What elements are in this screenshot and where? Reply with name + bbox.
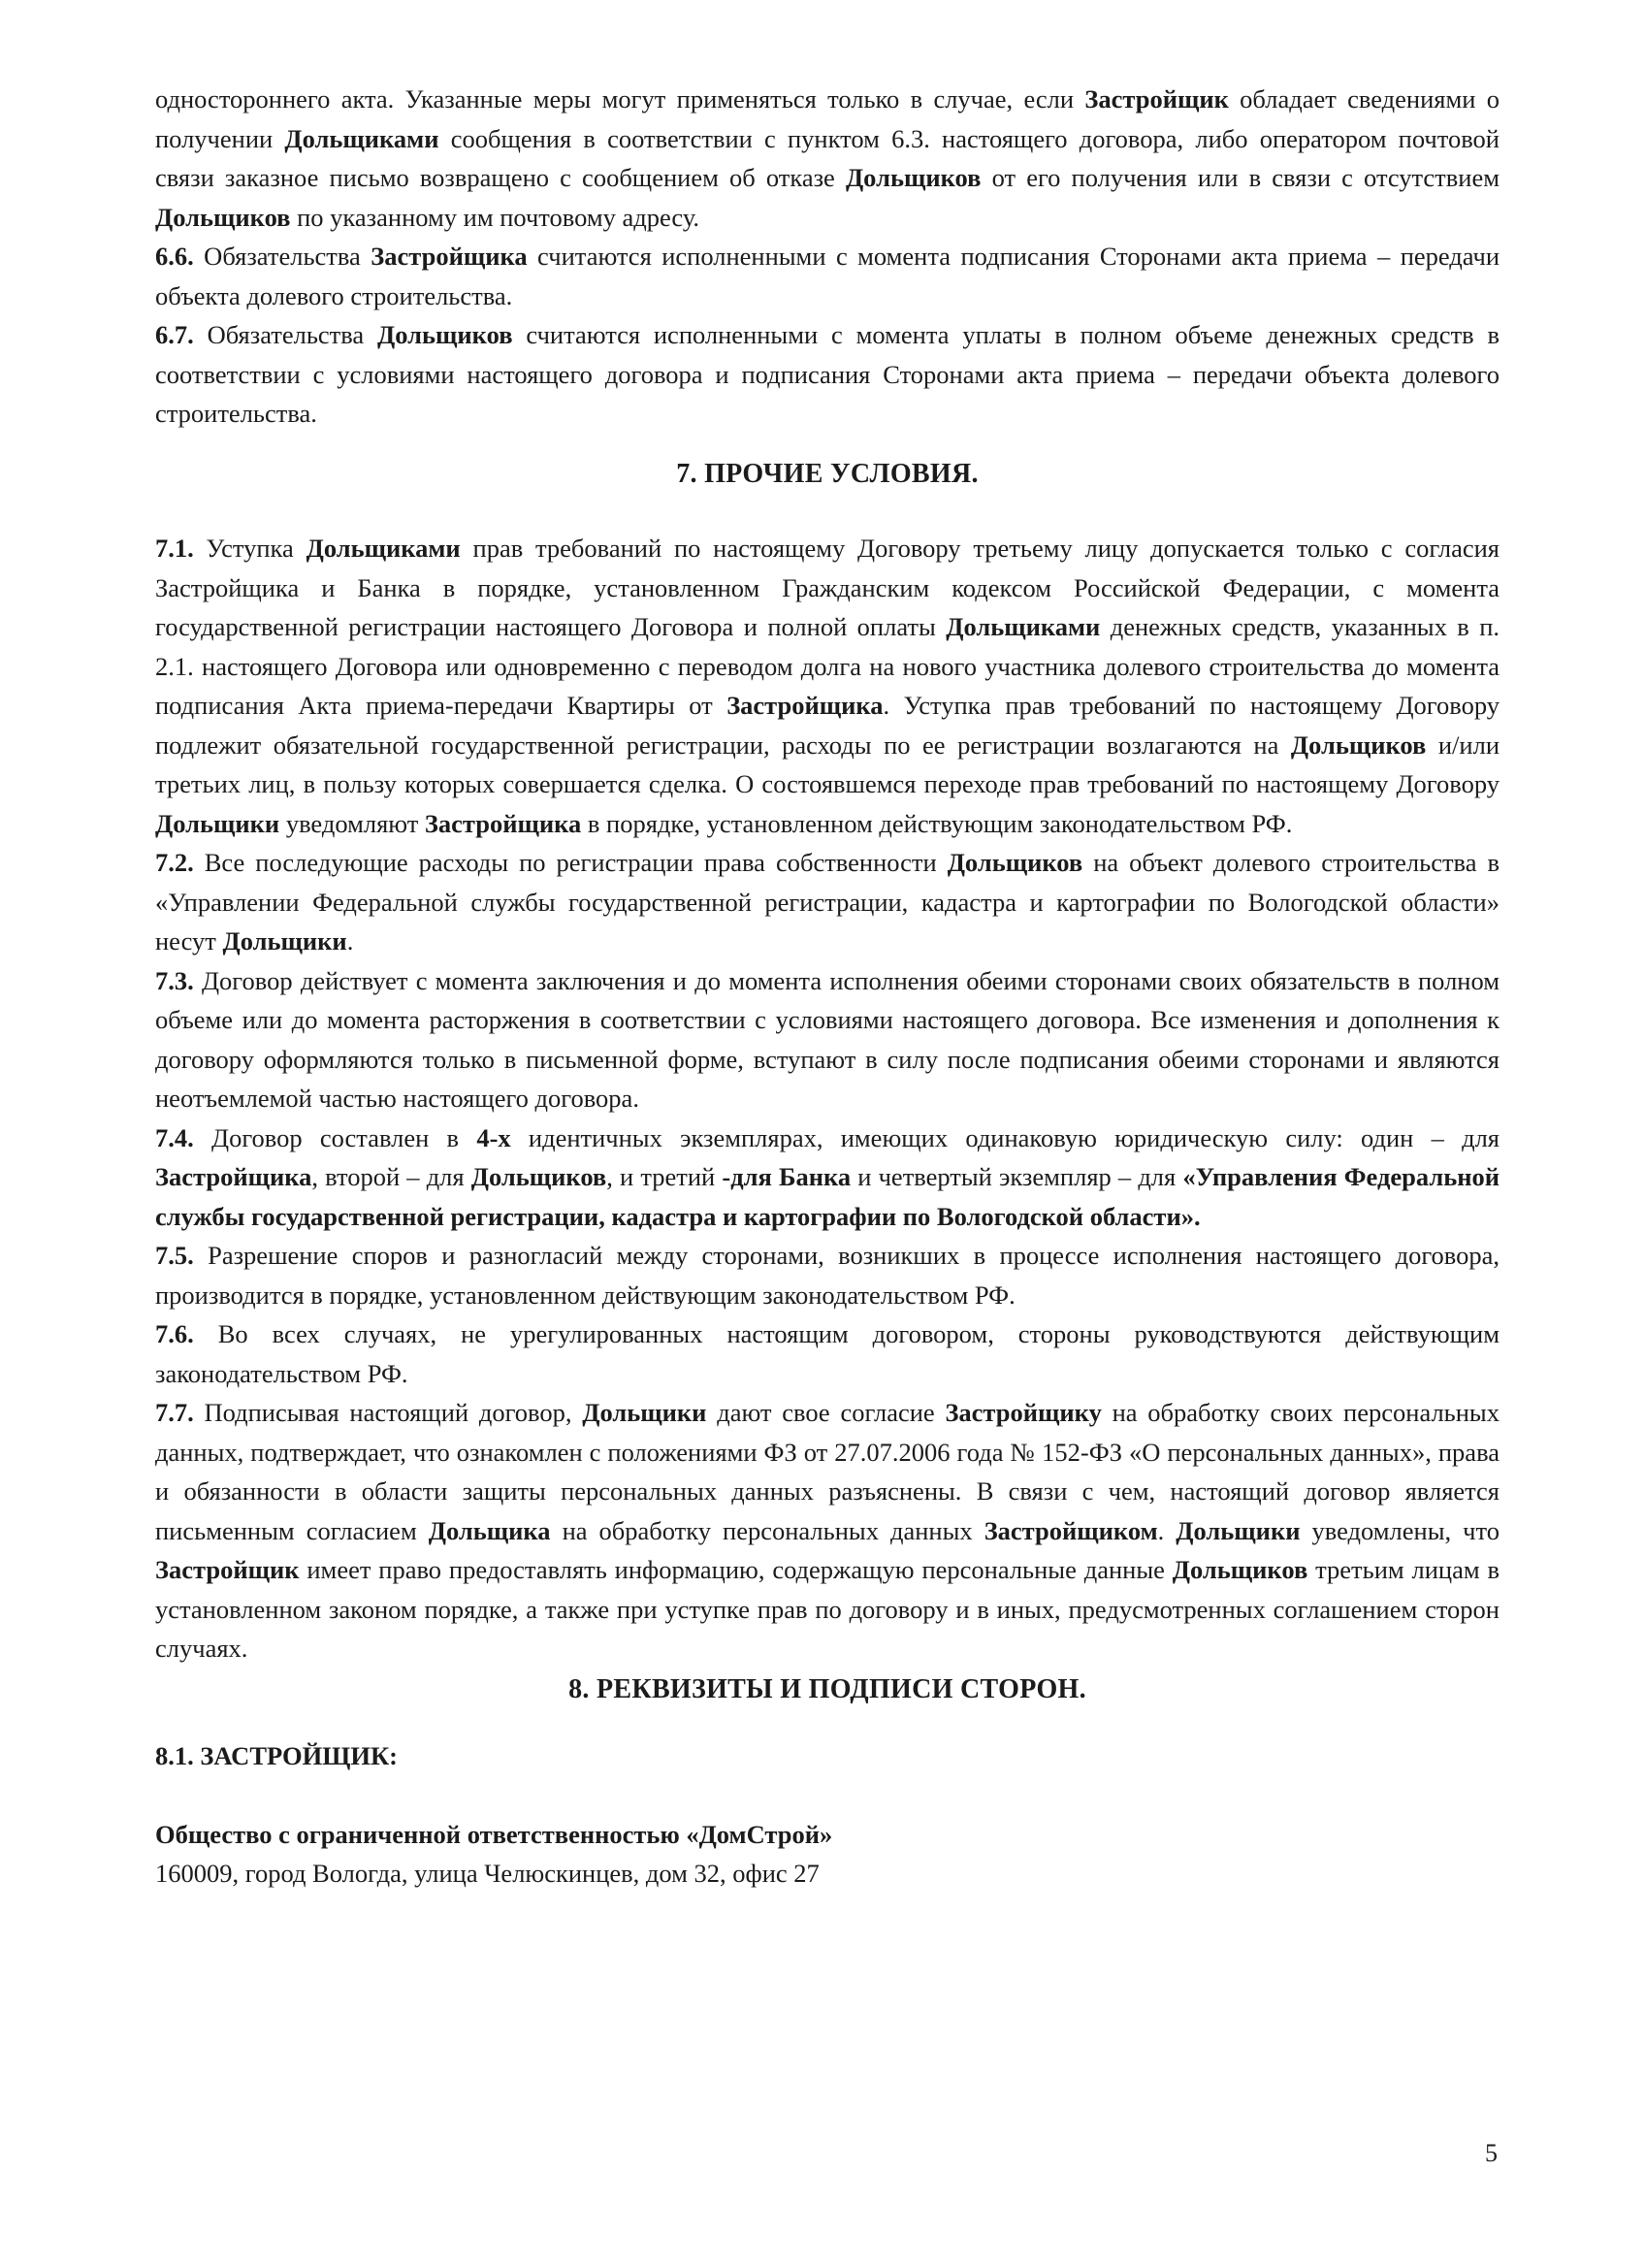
bold-run: Застройщик xyxy=(1084,84,1229,113)
bold-run: Дольщиков xyxy=(155,202,291,232)
text-run: дают свое согласие xyxy=(706,1398,946,1427)
bold-run: «Управления Федеральной службы государственной регистрации, кадастра и картографии по Вологодской области». xyxy=(155,1162,1500,1231)
text-run: уведомлены, что xyxy=(1300,1515,1500,1545)
text-run: Уступка xyxy=(193,534,306,563)
section-7-paragraph xyxy=(155,1236,1500,1314)
text-run: . xyxy=(346,926,354,956)
bold-run: Дольщиков xyxy=(845,163,982,192)
text-run: денежных средств, указанных в п. 2.1. настоящего Договора или одновременно с переводом долга на нового участника долевого строительства до момента подписания Акта приема-передачи Квартиры от xyxy=(155,612,1500,720)
text-run: Все последующие расходы по регистрации права собственности xyxy=(193,848,948,877)
section-7-paragraph xyxy=(155,1314,1500,1393)
bold-run: Дольщиками xyxy=(284,123,439,153)
bold-run: 6.6. xyxy=(155,242,194,271)
bold-run: Дольщиков xyxy=(377,320,513,349)
bold-run: 7.1. xyxy=(155,534,194,563)
bold-run: 7.2. xyxy=(155,848,194,877)
bold-run: Дольщиков xyxy=(947,848,1083,877)
bold-run: Дольщики xyxy=(582,1398,707,1427)
bold-run: 7.6. xyxy=(155,1319,194,1348)
section-6-paragraph xyxy=(155,80,1500,237)
section-6-paragraph xyxy=(155,237,1500,315)
text-run: , и третий xyxy=(606,1162,723,1191)
bold-run: Застройщику xyxy=(945,1398,1102,1427)
text-run: Договор составлен в xyxy=(193,1122,477,1152)
section-7-paragraph xyxy=(155,961,1500,1118)
section-8-heading: 8. РЕКВИЗИТЫ И ПОДПИСИ СТОРОН. xyxy=(568,1673,1086,1704)
bold-run: Застройщика xyxy=(371,242,528,271)
text-run: по указанному им почтовому адресу. xyxy=(290,202,700,232)
bold-run: Дольщиков xyxy=(1172,1555,1308,1584)
text-run: и/или третьих лиц, в пользу которых совершается сделка. О состоявшемся переходе прав требований по настоящему Договору xyxy=(155,729,1500,798)
text-run: Разрешение споров и разногласий между сторонами, возникших в процессе исполнения настоящего договора, производится в порядке, установленном действующим законодательством РФ. xyxy=(155,1241,1500,1310)
bold-run: Дольщиками xyxy=(946,612,1101,641)
bold-run: Застройщика xyxy=(155,1162,312,1191)
bold-run: 7.5. xyxy=(155,1241,194,1270)
bold-run: 7.3. xyxy=(155,965,194,995)
text-run: . Уступка прав требований по настоящему Договору подлежит обязательной государственной регистрации, расходы по ее регистрации возлагаются на xyxy=(155,691,1500,760)
section-7-paragraph xyxy=(155,1393,1500,1669)
section-6-continuation xyxy=(155,80,1500,434)
bold-run: Дольщика xyxy=(428,1515,551,1545)
bold-run: 4-х xyxy=(476,1122,511,1152)
section-7-body xyxy=(155,529,1500,1669)
text-run: на обработку персональных данных xyxy=(550,1515,984,1545)
section-7-paragraph xyxy=(155,529,1500,843)
text-run: Обязательства xyxy=(193,320,378,349)
page-number: 5 xyxy=(1485,2139,1498,2167)
text-run: уведомляют xyxy=(279,808,425,838)
bold-run: Дольщиков xyxy=(1290,729,1427,760)
bold-run: Дольщики xyxy=(222,926,347,956)
text-run: от его получения или в связи с отсутствием xyxy=(981,163,1500,192)
bold-run: Застройщика xyxy=(726,691,884,720)
text-run: считаются исполненными с момента уплаты в полном объеме денежных средств в соответствии с условиями настоящего договора и подписания Сторонами акта приема – передачи объекта долевого строительства. xyxy=(155,320,1500,428)
bold-run: 7.7. xyxy=(155,1398,194,1427)
section-7-paragraph xyxy=(155,843,1500,961)
text-run: Подписывая настоящий договор, xyxy=(193,1398,583,1427)
text-run: одностороннего акта. Указанные меры могут применяться только в случае, если xyxy=(155,84,1085,113)
text-run: на объект долевого строительства в «Управлении Федеральной службы государственной регистрации, кадастра и картографии по Вологодской области» несут xyxy=(155,848,1500,956)
bold-run: Дольщики xyxy=(1176,1515,1301,1545)
text-run: прав требований по настоящему Договору третьему лицу допускается только с согласия Застройщика и Банка в порядке, установленном Гражданским кодексом Российской Федерации, с момента государственной регистрации настоящего Договора и полной оплаты xyxy=(155,534,1500,641)
bold-run: 6.7. xyxy=(155,320,194,349)
text-run: Обязательства xyxy=(193,242,371,271)
text-run: третьим лицам в установленном законом порядке, а также при уступке прав по договору и в иных, предусмотренных соглашением сторон случаях. xyxy=(155,1555,1500,1663)
bold-run: Застройщиком xyxy=(984,1515,1158,1545)
text-run: обладает сведениями о получении xyxy=(155,84,1500,153)
bold-run: Застройщика xyxy=(424,808,582,838)
text-run: Договор действует с момента заключения и до момента исполнения обеими сторонами своих обязательств в полном объеме или до момента расторжения в соответствии с условиями настоящего договора. Все изменения и дополнения к договору оформляются только в письменной форме, вступают в силу после подписания обеими сторонами и являются неотъемлемой частью настоящего договора. xyxy=(155,965,1500,1113)
organization-address: 160009, город Вологда, улица Челюскинцев, дом 32, офис 27 xyxy=(155,1859,820,1888)
text-run: . xyxy=(1157,1515,1177,1545)
section-7-paragraph xyxy=(155,1118,1500,1237)
text-run: сообщения в соответствии с пунктом 6.3. настоящего договора, либо оператором почтовой связи заказное письмо возвращено с сообщением об отказе xyxy=(155,123,1500,192)
text-run: считаются исполненными с момента подписания Сторонами акта приема – передачи объекта долевого строительства. xyxy=(155,242,1500,310)
section-6-paragraph xyxy=(155,315,1500,434)
text-run: идентичных экземплярах, имеющих одинаковую юридическую силу: один – для xyxy=(510,1122,1500,1152)
text-run: на обработку своих персональных данных, подтверждает, что ознакомлен с положениями ФЗ от 27.07.2006 года № 152-ФЗ «О персональных данных», права и обязанности в области защиты персональных данных разъяснены. В связи с чем, настоящий договор является письменным согласием xyxy=(155,1398,1500,1545)
text-run: и четвертый экземпляр – для xyxy=(851,1162,1183,1191)
subsection-8-1-heading: 8.1. ЗАСТРОЙЩИК: xyxy=(155,1741,399,1770)
bold-run: Застройщик xyxy=(155,1555,300,1584)
bold-run: -для Банка xyxy=(722,1162,852,1191)
organization-name: Общество с ограниченной ответственностью «ДомСтрой» xyxy=(155,1819,833,1849)
bold-run: Дольщиков xyxy=(470,1162,607,1191)
text-run: имеет право предоставлять информацию, содержащую персональные данные xyxy=(299,1555,1173,1584)
text-run: , второй – для xyxy=(311,1162,471,1191)
bold-run: Дольщики xyxy=(155,808,280,838)
text-run: в порядке, установленном действующим законодательством РФ. xyxy=(581,808,1293,838)
section-7-heading: 7. ПРОЧИЕ УСЛОВИЯ. xyxy=(676,458,979,489)
bold-run: 7.4. xyxy=(155,1122,194,1152)
bold-run: Дольщиками xyxy=(306,534,461,563)
text-run: Во всех случаях, не урегулированных настоящим договором, стороны руководствуются действующим законодательством РФ. xyxy=(155,1319,1500,1388)
